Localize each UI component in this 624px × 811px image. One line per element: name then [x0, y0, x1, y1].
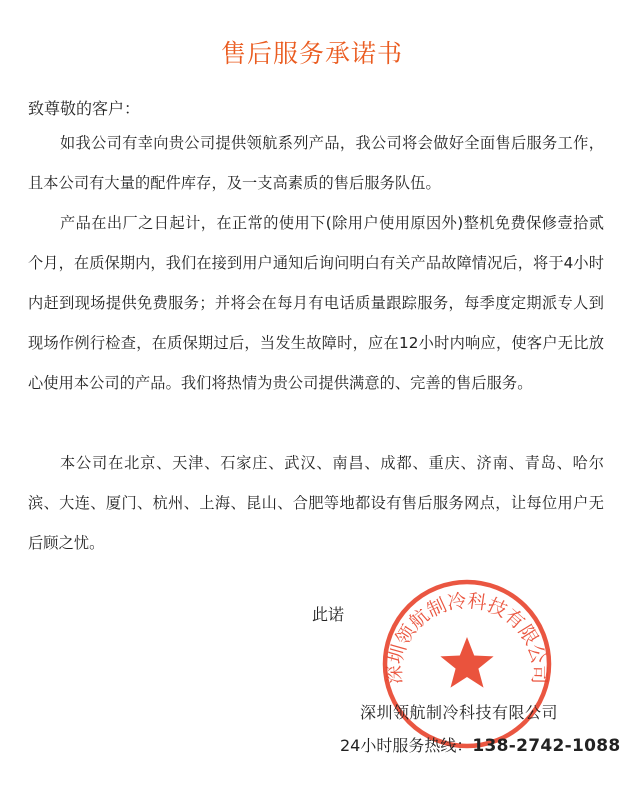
page-title: 售后服务承诺书: [220, 39, 403, 68]
company-name: 深圳领航制冷科技有限公司: [360, 703, 559, 722]
company-seal-stamp-icon: [380, 577, 554, 751]
paragraph-service-network: 本公司在北京、天津、石家庄、武汉、南昌、成都、重庆、济南、青岛、哈尔滨、大连、厦门、杭州、上海、昆山、合肥等地都设有售后服务网点，让每位用户无后顾之忧。: [28, 454, 604, 552]
paragraph-warranty-terms: 产品在出厂之日起计，在正常的使用下(除用户使用原因外)整机免费保修壹拾贰个月，在质保期内，我们在接到用户通知后询问明白有关产品故障情况后，将于4小时内赶到现场提供免费服务；并将会在每月有电话质量跟踪服务，每季度定期派专人到现场作例行检查，在质保期过后，当发生故障时，应在12小时内响应，使客户无比放心使用本公司的产品。我们将热情为贵公司提供满意的、完善的售后服务。: [28, 214, 604, 392]
hotline-label: 24小时服务热线：: [340, 736, 473, 755]
hotline-number: 138-2742-1088: [472, 736, 621, 756]
closing-phrase: 此诺: [312, 605, 345, 624]
seal-text: 深圳领航制冷科技有限公司: [383, 589, 551, 685]
hotline: [340, 733, 621, 756]
paragraph-service-commitment: 如我公司有幸向贵公司提供领航系列产品，我公司将会做好全面售后服务工作，且本公司有大量的配件库存，及一支高素质的售后服务队伍。: [28, 134, 604, 192]
salutation: 致尊敬的客户：: [28, 99, 141, 118]
